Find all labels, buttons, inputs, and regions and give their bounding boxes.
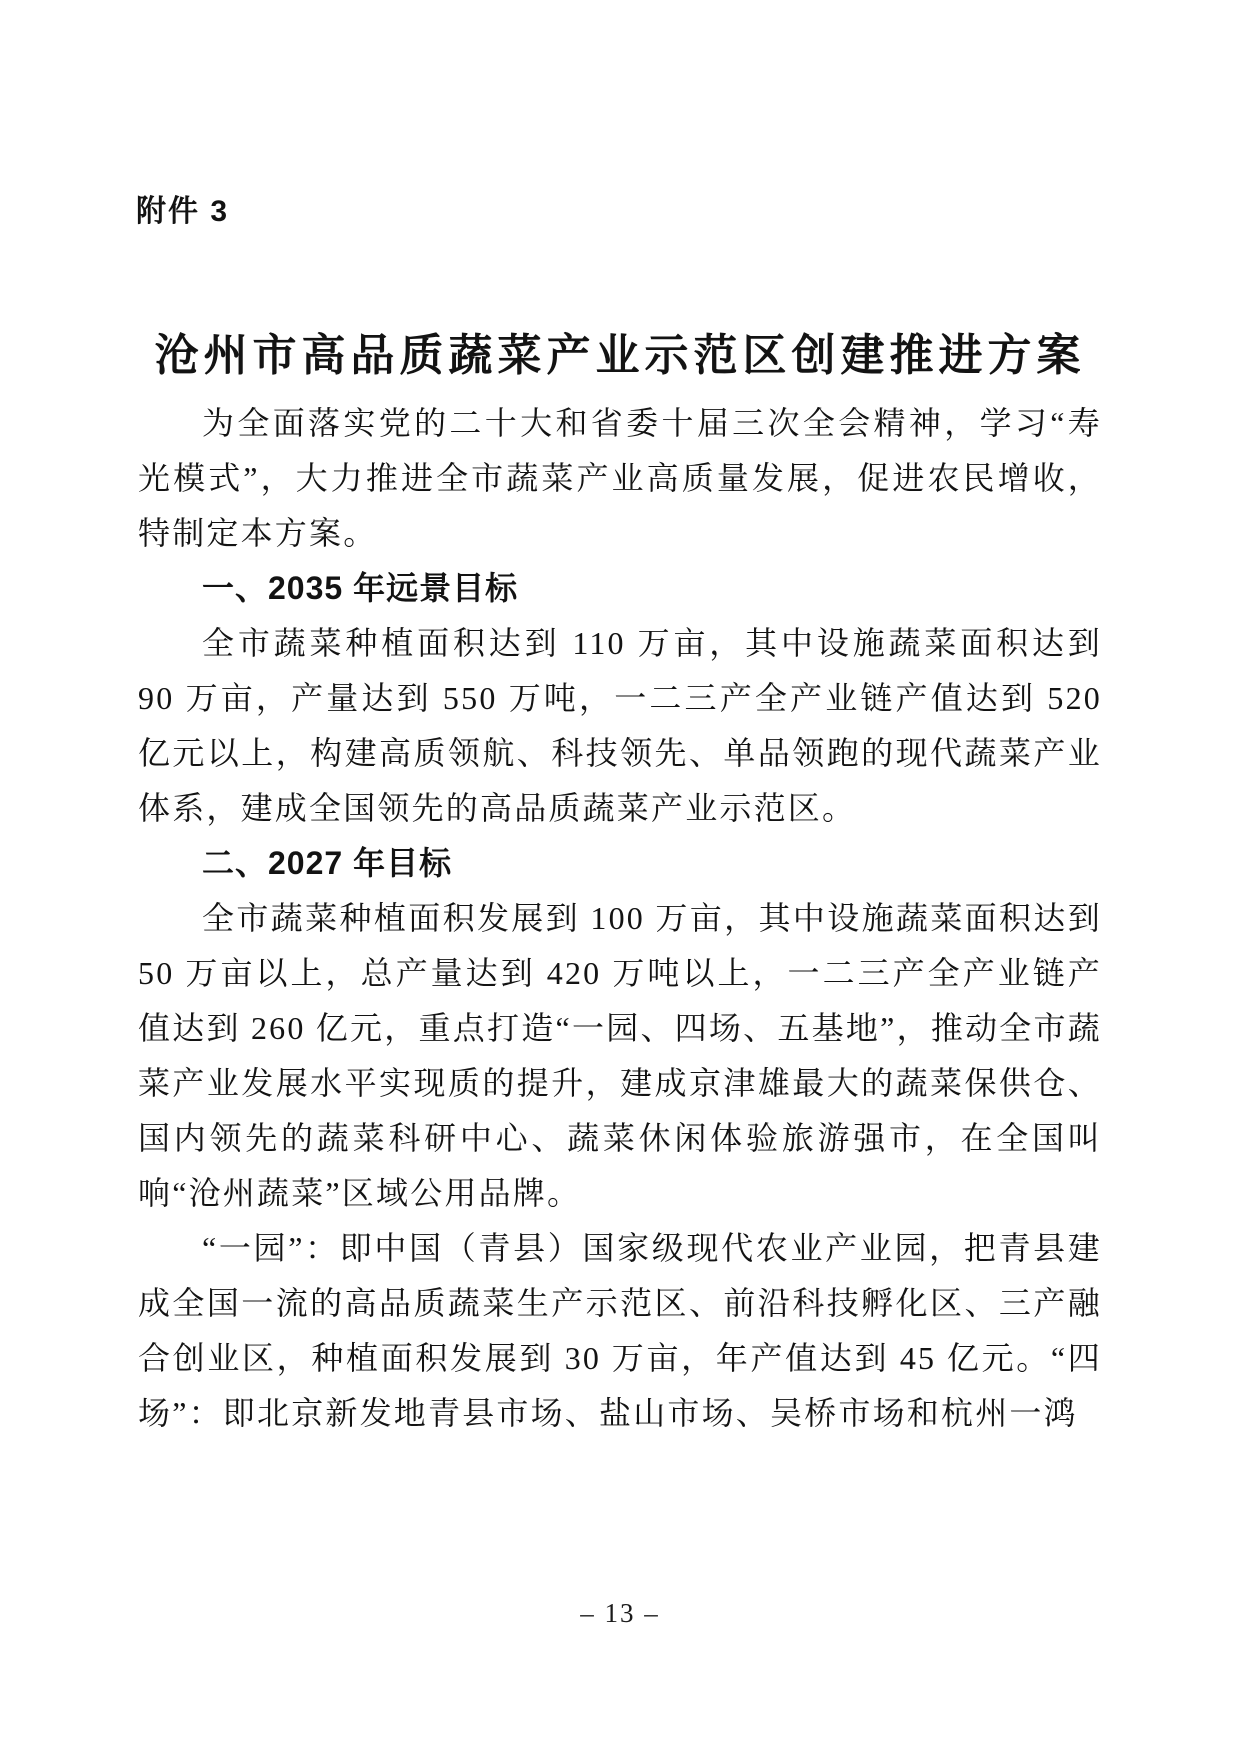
page-number: – 13 – (580, 1598, 660, 1628)
section-heading-2027-goals: 二、2027 年目标 (202, 845, 453, 881)
paragraph-intro: 为全面落实党的二十大和省委十届三次全会精神，学习“寿光模式”，大力推进全市蔬菜产业高质量发展，促进农民增收，特制定本方案。 (138, 405, 1102, 551)
document-body (138, 396, 1102, 1441)
document-title: 沧州市高品质蔬菜产业示范区创建推进方案 (154, 331, 1086, 381)
paragraph-2027-goals: 全市蔬菜种植面积发展到 100 万亩，其中设施蔬菜面积达到 50 万亩以上，总产量达到 420 万吨以上，一二三产全产业链产值达到 260 亿元，重点打造“一园、四场、五基地”，推动全市蔬菜产业发展水平实现质的提升，建成京津雄最大的蔬菜保供仓、国内领先的蔬菜科研中心、蔬菜休闲体验旅游强市，在全国叫响“沧州蔬菜”区域公用品牌。 (138, 900, 1102, 1211)
paragraph-one-park-four-markets: “一园”：即中国（青县）国家级现代农业产业园，把青县建成全国一流的高品质蔬菜生产示范区、前沿科技孵化区、三产融合创业区，种植面积发展到 30 万亩，年产值达到 45 亿元。“四场”：即北京新发地青县市场、盐山市场、吴桥市场和杭州一鸿 (138, 1230, 1102, 1431)
attachment-label: 附件 3 (136, 195, 230, 228)
paragraph-2035-goals: 全市蔬菜种植面积达到 110 万亩，其中设施蔬菜面积达到 90 万亩，产量达到 550 万吨，一二三产全产业链产值达到 520 亿元以上，构建高质领航、科技领先、单品领跑的现代蔬菜产业体系，建成全国领先的高品质蔬菜产业示范区。 (138, 625, 1102, 826)
section-heading-2035-goals: 一、2035 年远景目标 (202, 570, 519, 606)
